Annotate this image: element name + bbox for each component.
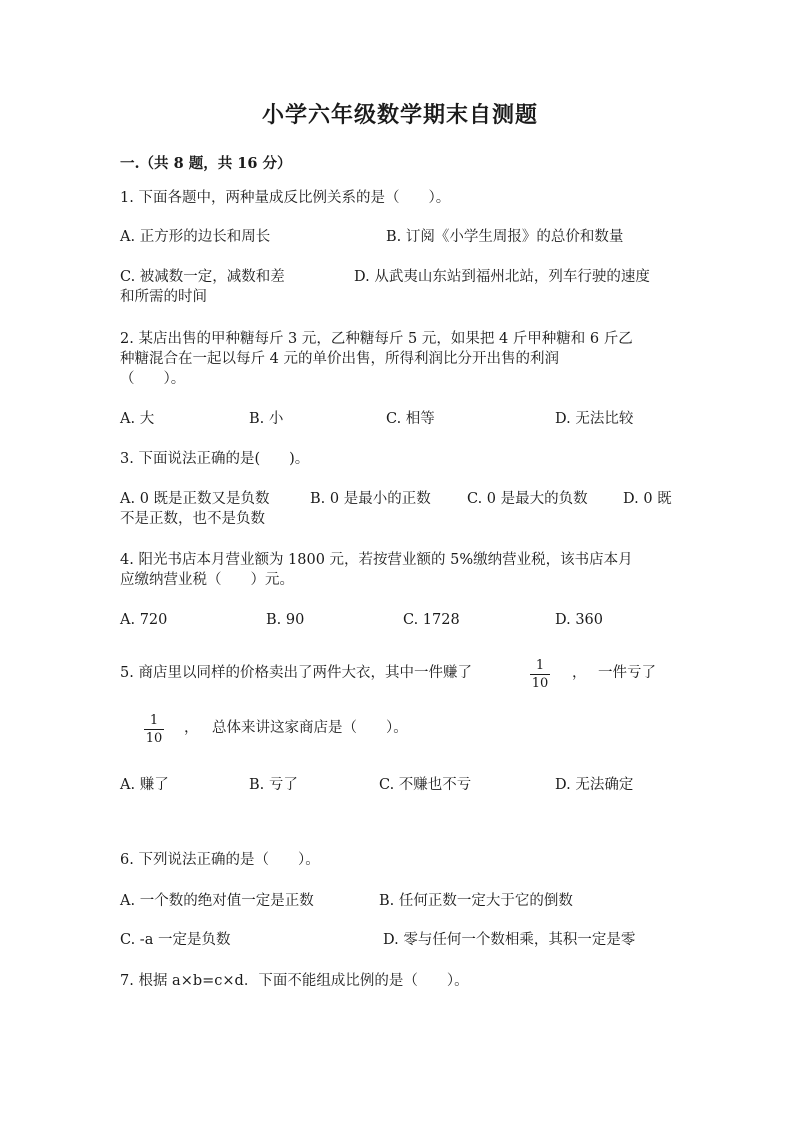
page-title: 小学六年级数学期末自测题 <box>261 102 538 128</box>
fraction-one-tenth <box>142 713 166 746</box>
question-3-stem: 3. 下面说法正确的是( )。 <box>120 451 310 467</box>
fraction-one-tenth <box>528 658 552 691</box>
question-6-stem: 6. 下列说法正确的是（ ）。 <box>120 852 320 868</box>
question-3-option-d-continued: 不是正数，也不是负数 <box>120 511 265 527</box>
question-5-stem-line-1-end: 一件亏了 <box>598 665 656 681</box>
question-5-comma-2: ， <box>184 720 199 736</box>
question-5-option-c: C. 不赚也不亏 <box>379 777 472 793</box>
fraction-numerator: 1 <box>535 658 545 673</box>
question-2-stem-line-3: （ ）。 <box>120 371 186 387</box>
fraction-denominator: 10 <box>145 731 163 746</box>
question-2-option-b: B. 小 <box>249 411 284 427</box>
question-5-stem-line-2: 总体来讲这家商店是（ ）。 <box>212 720 408 736</box>
question-1-option-b: B. 订阅《小学生周报》的总价和数量 <box>386 229 624 245</box>
question-2-option-c: C. 相等 <box>386 411 435 427</box>
question-6-option-c: C. -a 一定是负数 <box>120 932 231 948</box>
question-7-stem: 7. 根据 a×b=c×d．下面不能组成比例的是（ ）。 <box>120 973 469 989</box>
question-2-stem-line-2: 种糖混合在一起以每斤 4 元的单价出售，所得利润比分开出售的利润 <box>120 351 559 367</box>
question-1-stem: 1. 下面各题中，两种量成反比例关系的是（ ）。 <box>120 190 451 206</box>
question-1-option-c: C. 被减数一定，减数和差 <box>120 269 285 285</box>
question-6-option-b: B. 任何正数一定大于它的倒数 <box>379 893 573 909</box>
question-3-option-c: C. 0 是最大的负数 <box>467 491 588 507</box>
question-5-stem-line-1: 5. 商店里以同样的价格卖出了两件大衣，其中一件赚了 <box>120 665 472 681</box>
question-4-stem-line-1: 4. 阳光书店本月营业额为 1800 元，若按营业额的 5%缴纳营业税，该书店本月 <box>120 552 633 568</box>
question-3-option-a: A. 0 既是正数又是负数 <box>120 491 270 507</box>
question-4-stem-line-2: 应缴纳营业税（ ）元。 <box>120 572 294 588</box>
question-3-option-b: B. 0 是最小的正数 <box>310 491 431 507</box>
question-1-option-a: A. 正方形的边长和周长 <box>120 229 271 245</box>
question-4-option-a: A. 720 <box>120 612 168 628</box>
question-6-option-d: D. 零与任何一个数相乘，其积一定是零 <box>383 932 636 948</box>
fraction-numerator: 1 <box>149 713 159 728</box>
fraction-bar <box>530 674 550 675</box>
question-2-option-a: A. 大 <box>120 411 155 427</box>
question-6-option-a: A. 一个数的绝对值一定是正数 <box>120 893 314 909</box>
question-2-stem-line-1: 2. 某店出售的甲种糖每斤 3 元，乙种糖每斤 5 元，如果把 4 斤甲种糖和 6 斤乙 <box>120 331 633 347</box>
question-2-option-d: D. 无法比较 <box>555 411 634 427</box>
question-5-option-d: D. 无法确定 <box>555 777 634 793</box>
fraction-denominator: 10 <box>531 676 549 691</box>
question-4-option-d: D. 360 <box>555 612 604 628</box>
fraction-bar <box>144 729 164 730</box>
question-1-option-d-continued: 和所需的时间 <box>120 289 207 305</box>
question-5-option-b: B. 亏了 <box>249 777 298 793</box>
question-5-option-a: A. 赚了 <box>120 777 169 793</box>
question-4-option-b: B. 90 <box>266 612 305 628</box>
section-heading: 一.（共 8 题，共 16 分） <box>120 155 292 172</box>
question-1-option-d: D. 从武夷山东站到福州北站，列车行驶的速度 <box>354 269 650 285</box>
question-4-option-c: C. 1728 <box>403 612 460 628</box>
question-5-comma-1: ， <box>572 665 587 681</box>
question-3-option-d: D. 0 既 <box>623 491 672 507</box>
